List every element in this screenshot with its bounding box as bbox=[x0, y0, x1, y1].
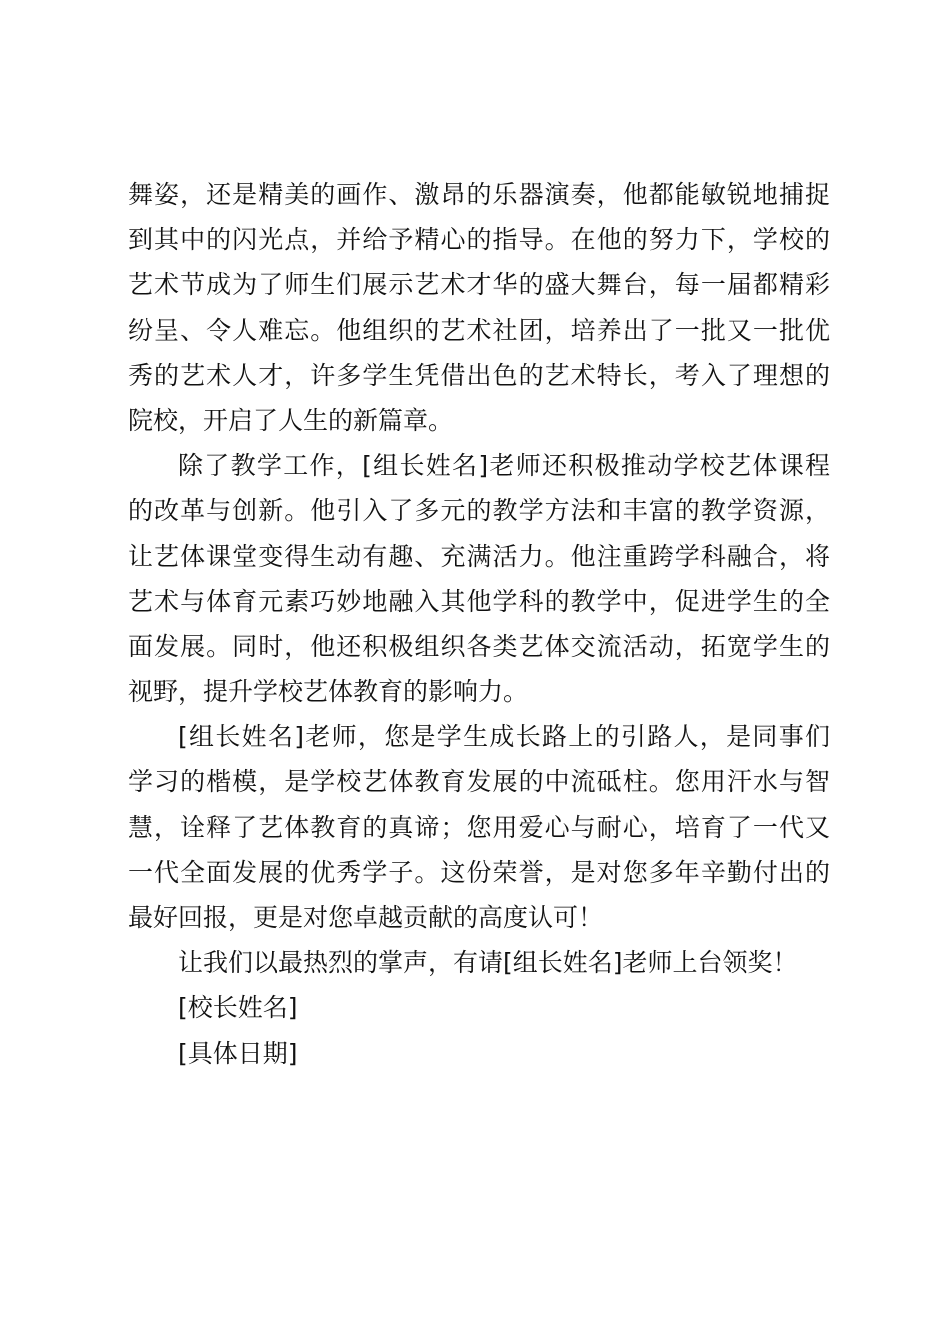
paragraph-praise bbox=[128, 714, 830, 940]
text-line: 艺术与体育元素巧妙地融入其他学科的教学中，促进学生的全 bbox=[128, 586, 830, 616]
principal-name: [校长姓名] bbox=[178, 993, 298, 1023]
paragraph-art-achievements bbox=[128, 172, 830, 443]
text-line: 让艺体课堂变得生动有趣、充满活力。他注重跨学科融合，将 bbox=[128, 541, 830, 571]
signature-date: [具体日期] bbox=[178, 1038, 298, 1068]
text-line: 最好回报，更是对您卓越贡献的高度认可！ bbox=[128, 903, 604, 932]
paragraph-invitation bbox=[128, 940, 830, 985]
text-line: 除了教学工作，[组长姓名]老师还积极推动学校艺体课程 bbox=[178, 451, 830, 481]
text-line: 舞姿，还是精美的画作、激昂的乐器演奏，他都能敏锐地捕捉 bbox=[128, 180, 830, 209]
signature-block bbox=[128, 985, 830, 1075]
text-line: 的改革与创新。他引入了多元的教学方法和丰富的教学资源， bbox=[128, 496, 830, 526]
document-body bbox=[128, 172, 830, 1076]
text-line: 艺术节成为了师生们展示艺术才华的盛大舞台，每一届都精彩 bbox=[128, 270, 830, 300]
text-line: 面发展。同时，他还积极组织各类艺体交流活动，拓宽学生的 bbox=[128, 631, 830, 661]
paragraph-curriculum-reform bbox=[128, 443, 830, 714]
text-line: 秀的艺术人才，许多学生凭借出色的艺术特长，考入了理想的 bbox=[128, 360, 830, 390]
text-line: 纷呈、令人难忘。他组织的艺术社团，培养出了一批又一批优 bbox=[128, 315, 830, 345]
text-line: 视野，提升学校艺体教育的影响力。 bbox=[128, 677, 529, 707]
text-line: 慧，诠释了艺体教育的真谛；您用爱心与耐心，培育了一代又 bbox=[128, 812, 830, 842]
text-line: 到其中的闪光点，并给予精心的指导。在他的努力下，学校的 bbox=[128, 225, 830, 255]
text-line: [组长姓名]老师，您是学生成长路上的引路人，是同事们 bbox=[178, 722, 830, 752]
text-line: 让我们以最热烈的掌声，有请[组长姓名]老师上台领奖！ bbox=[178, 948, 798, 978]
text-line: 学习的楷模，是学校艺体教育发展的中流砥柱。您用汗水与智 bbox=[128, 767, 830, 797]
text-line: 院校，开启了人生的新篇章。 bbox=[128, 405, 454, 435]
text-line: 一代全面发展的优秀学子。这份荣誉，是对您多年辛勤付出的 bbox=[128, 857, 830, 887]
